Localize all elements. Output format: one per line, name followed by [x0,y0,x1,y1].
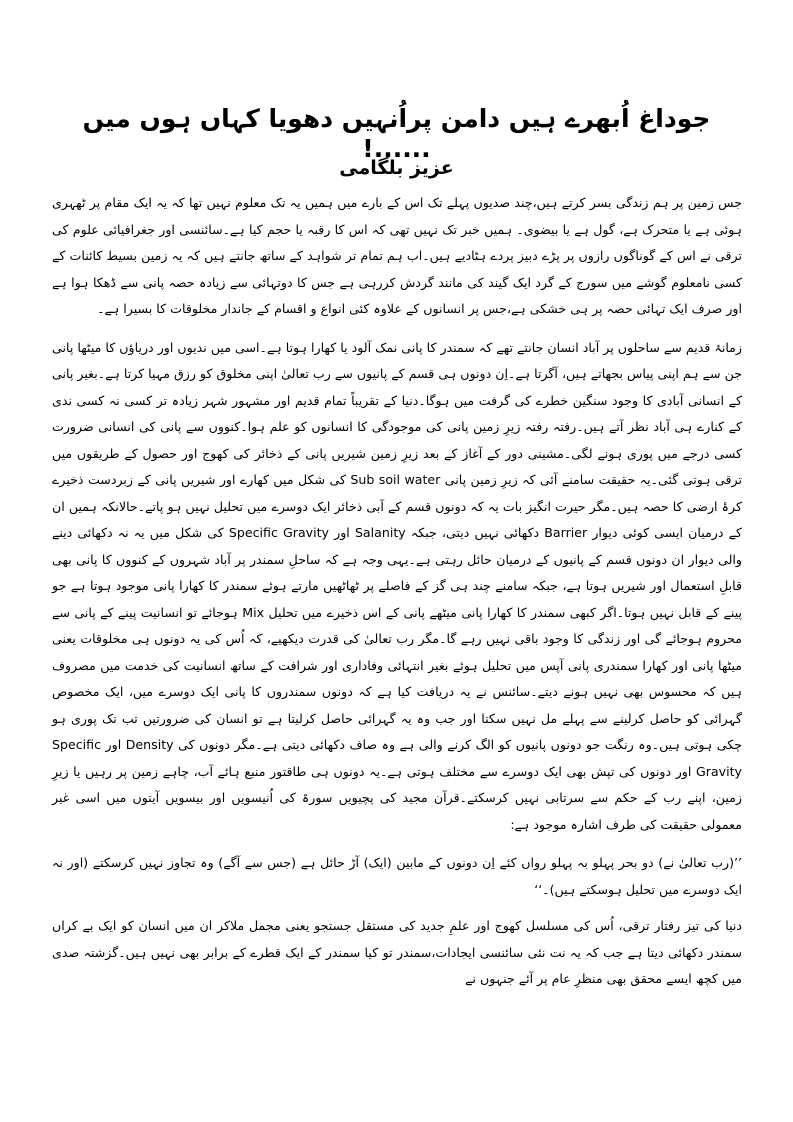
article-body [52,190,742,993]
paragraph: زمانۂ قدیم سے ساحلوں پر آباد انسان جانتے تھے کہ سمندر کا پانی نمک آلود یا کھارا ہوتا ہے۔اسی میں ندیوں اور دریاؤں کا میٹھا پانی جن سے ہم اپنی پیاس بجھاتے ہیں، آگرتا ہے۔اِن دونوں ہی قسم کے پانیوں سے رب تعالیٰ اپنی مخلوق کو رزق مہیا کرتا ہے۔بغیر پانی کے انسانی آبادی کا وجود سنگین خطرے کی گرفت میں ہوگا۔دنیا کے تقریباً تمام قدیم اور مشہور شہر زیادہ تر کسی نہ کسی ندی کے کنارے ہی آباد نظر آتے ہیں۔رفتہ رفتہ زیرِ زمین پانی کی موجودگی کا انسانوں کو علم ہوا۔کنووں سے پانی کی انسانی ضرورت کسی درجے میں پوری ہونے لگی۔مشینی دور کے آغاز کے بعد زیرِ زمین شیریں پانی کے ذخائر کی کھوج اور حصول کے طریقوں میں ترقی ہوتی گئی۔یہ حقیقت سامنے آئی کہ زیرِ زمین پانی Sub soil water کی شکل میں کھارے اور شیریں پانی کے زبردست ذخیرے کرۂ ارضی کا حصہ ہیں۔مگر حیرت انگیز بات یہ کہ دونوں قسم کے آبی ذخائر ایک دوسرے میں تحلیل نہیں ہو پاتے۔حالانکہ ہمیں ان کے درمیان ایسی کوئی دیوار Barrier دکھائی نہیں دیتی، جبکہ Salanity اور Specific Gravity کی شکل میں یہ نہ دکھائی دینے والی دیوار ان دونوں قسم کے پانیوں کے درمیان حائل رہتی ہے۔یہی وجہ ہے کہ ساحلِ سمندر پر آباد شہروں کے کنووں کا پانی بھی قابلِ استعمال اور شیریں ہوتا ہے، جبکہ سامنے چند ہی گز کے فاصلے پر ٹھاٹھیں مارتے ہوئے سمندر کا کھارا پانی موجود ہوتا ہے جو پینے کے قابل نہیں ہوتا۔اگر کبھی سمندر کا کھارا پانی میٹھے پانی کے اس ذخیرے میں تحلیل Mix ہوجائے تو انسانیت پینے کے پانی سے محروم ہوجائے گی اور زندگی کا وجود باقی نہیں رہے گا۔مگر رب تعالیٰ کی قدرت دیکھیے، کہ اُس کی یہ دونوں ہی مخلوقات یعنی میٹھا پانی اور کھارا سمندری پانی آپس میں تحلیل ہوئے بغیر انتہائی وفاداری اور شرافت کے ساتھ انسانیت کی خدمت میں مصروف ہیں کہ محسوس بھی نہیں ہونے دیتے۔سائنس نے یہ دریافت کیا ہے کہ دونوں سمندروں کا پانی ایک دوسرے میں، ایک مخصوص گہرائی کو حاصل کرلینے سے پہلے مل نہیں سکتا اور جب وہ یہ گہرائی حاصل کرلیتا ہے تو انسان کی ضرورتیں تب تک پوری ہو چکی ہوتی ہیں۔وہ رنگت جو دونوں پانیوں کو الگ کرنے والی ہے وہ صاف دکھائی دیتی ہے۔مگر دونوں کی Density اور Specific Gravity اور دونوں کی تپش بھی ایک دوسرے سے مختلف ہوتی ہے۔یہ دونوں ہی طاقتور منبع ہائے آب، چاہے زمین پر رہیں یا زیرِ زمین، اپنے رب کے حکم سے سرتابی نہیں کرسکتے۔قرآن مجید کی پچیویں سورۃ کی اُنیسویں اور بیسویں آیتوں میں اسی غیر معمولی حقیقت کی طرف اشارہ موجود ہے: [52,339,743,832]
author-name: عزیز بلگامی [339,157,454,179]
quran-quote: ’’(رب تعالیٰ نے) دو بحر پہلو بہ پہلو رواں کئے اِن دونوں کے مابین (ایک) آڑ حائل ہے (جس سے آگے) وہ تجاوز نہیں کرسکتے (اور نہ ایک دوسرے میں تحلیل ہوسکتے ہیں)۔‘‘ [52,855,742,897]
paragraph: جس زمین پر ہم زندگی بسر کرتے ہیں،چند صدیوں پہلے تک اس کے بارے میں ہمیں یہ تک معلوم نہیں تھا کہ یہ ایک مقام پر ٹھہری ہوئی ہے یا متحرک ہے، گول ہے یا بیضوی۔ ہمیں خبر تک نہیں تھی کہ اس کا رقبہ یا حجم کیا ہے۔سائنسی اور جغرافیائی علوم کی ترقی نے اس کے گوناگوں رازوں پر پڑے دبیز پردے ہٹادیے ہیں۔اب ہم تمام تر شواہد کے ساتھ جانتے ہیں کہ یہ زمین بسیط کائنات کے کسی نامعلوم گوشے میں سورج کے گرد ایک گیند کی مانند گردش کررہی ہے جس کا دوتہائی سے زیادہ حصہ پانی سے ڈھکا ہوا ہے اور صرف ایک تہائی حصہ پر ہی خشکی ہے،جس پر انسانوں کے علاوہ کئی انواع و اقسام کے جاندار مخلوقات کا بسیرا ہے۔ [52,195,742,316]
paragraph: دنیا کی تیز رفتار ترقی، اُس کی مسلسل کھوج اور علمِ جدید کی مستقل جستجو یعنی مجمل ملاکر ان میں انسان کو ایک بے کراں سمندر دکھائی دیتا ہے جب کہ یہ نت نئی سائنسی ایجادات،سمندر تو کیا سمندر کے ایک قطرے کے برابر بھی نہیں ہیں۔گزشتہ صدی میں کچھ ایسے محقق بھی منظرِ عام پر آئے جنہوں نے [52,918,742,986]
page-title: جوداغ اُبھرے ہیں دامن پراُنہیں دھویا کہاں ہوں میں ......! [82,104,711,163]
